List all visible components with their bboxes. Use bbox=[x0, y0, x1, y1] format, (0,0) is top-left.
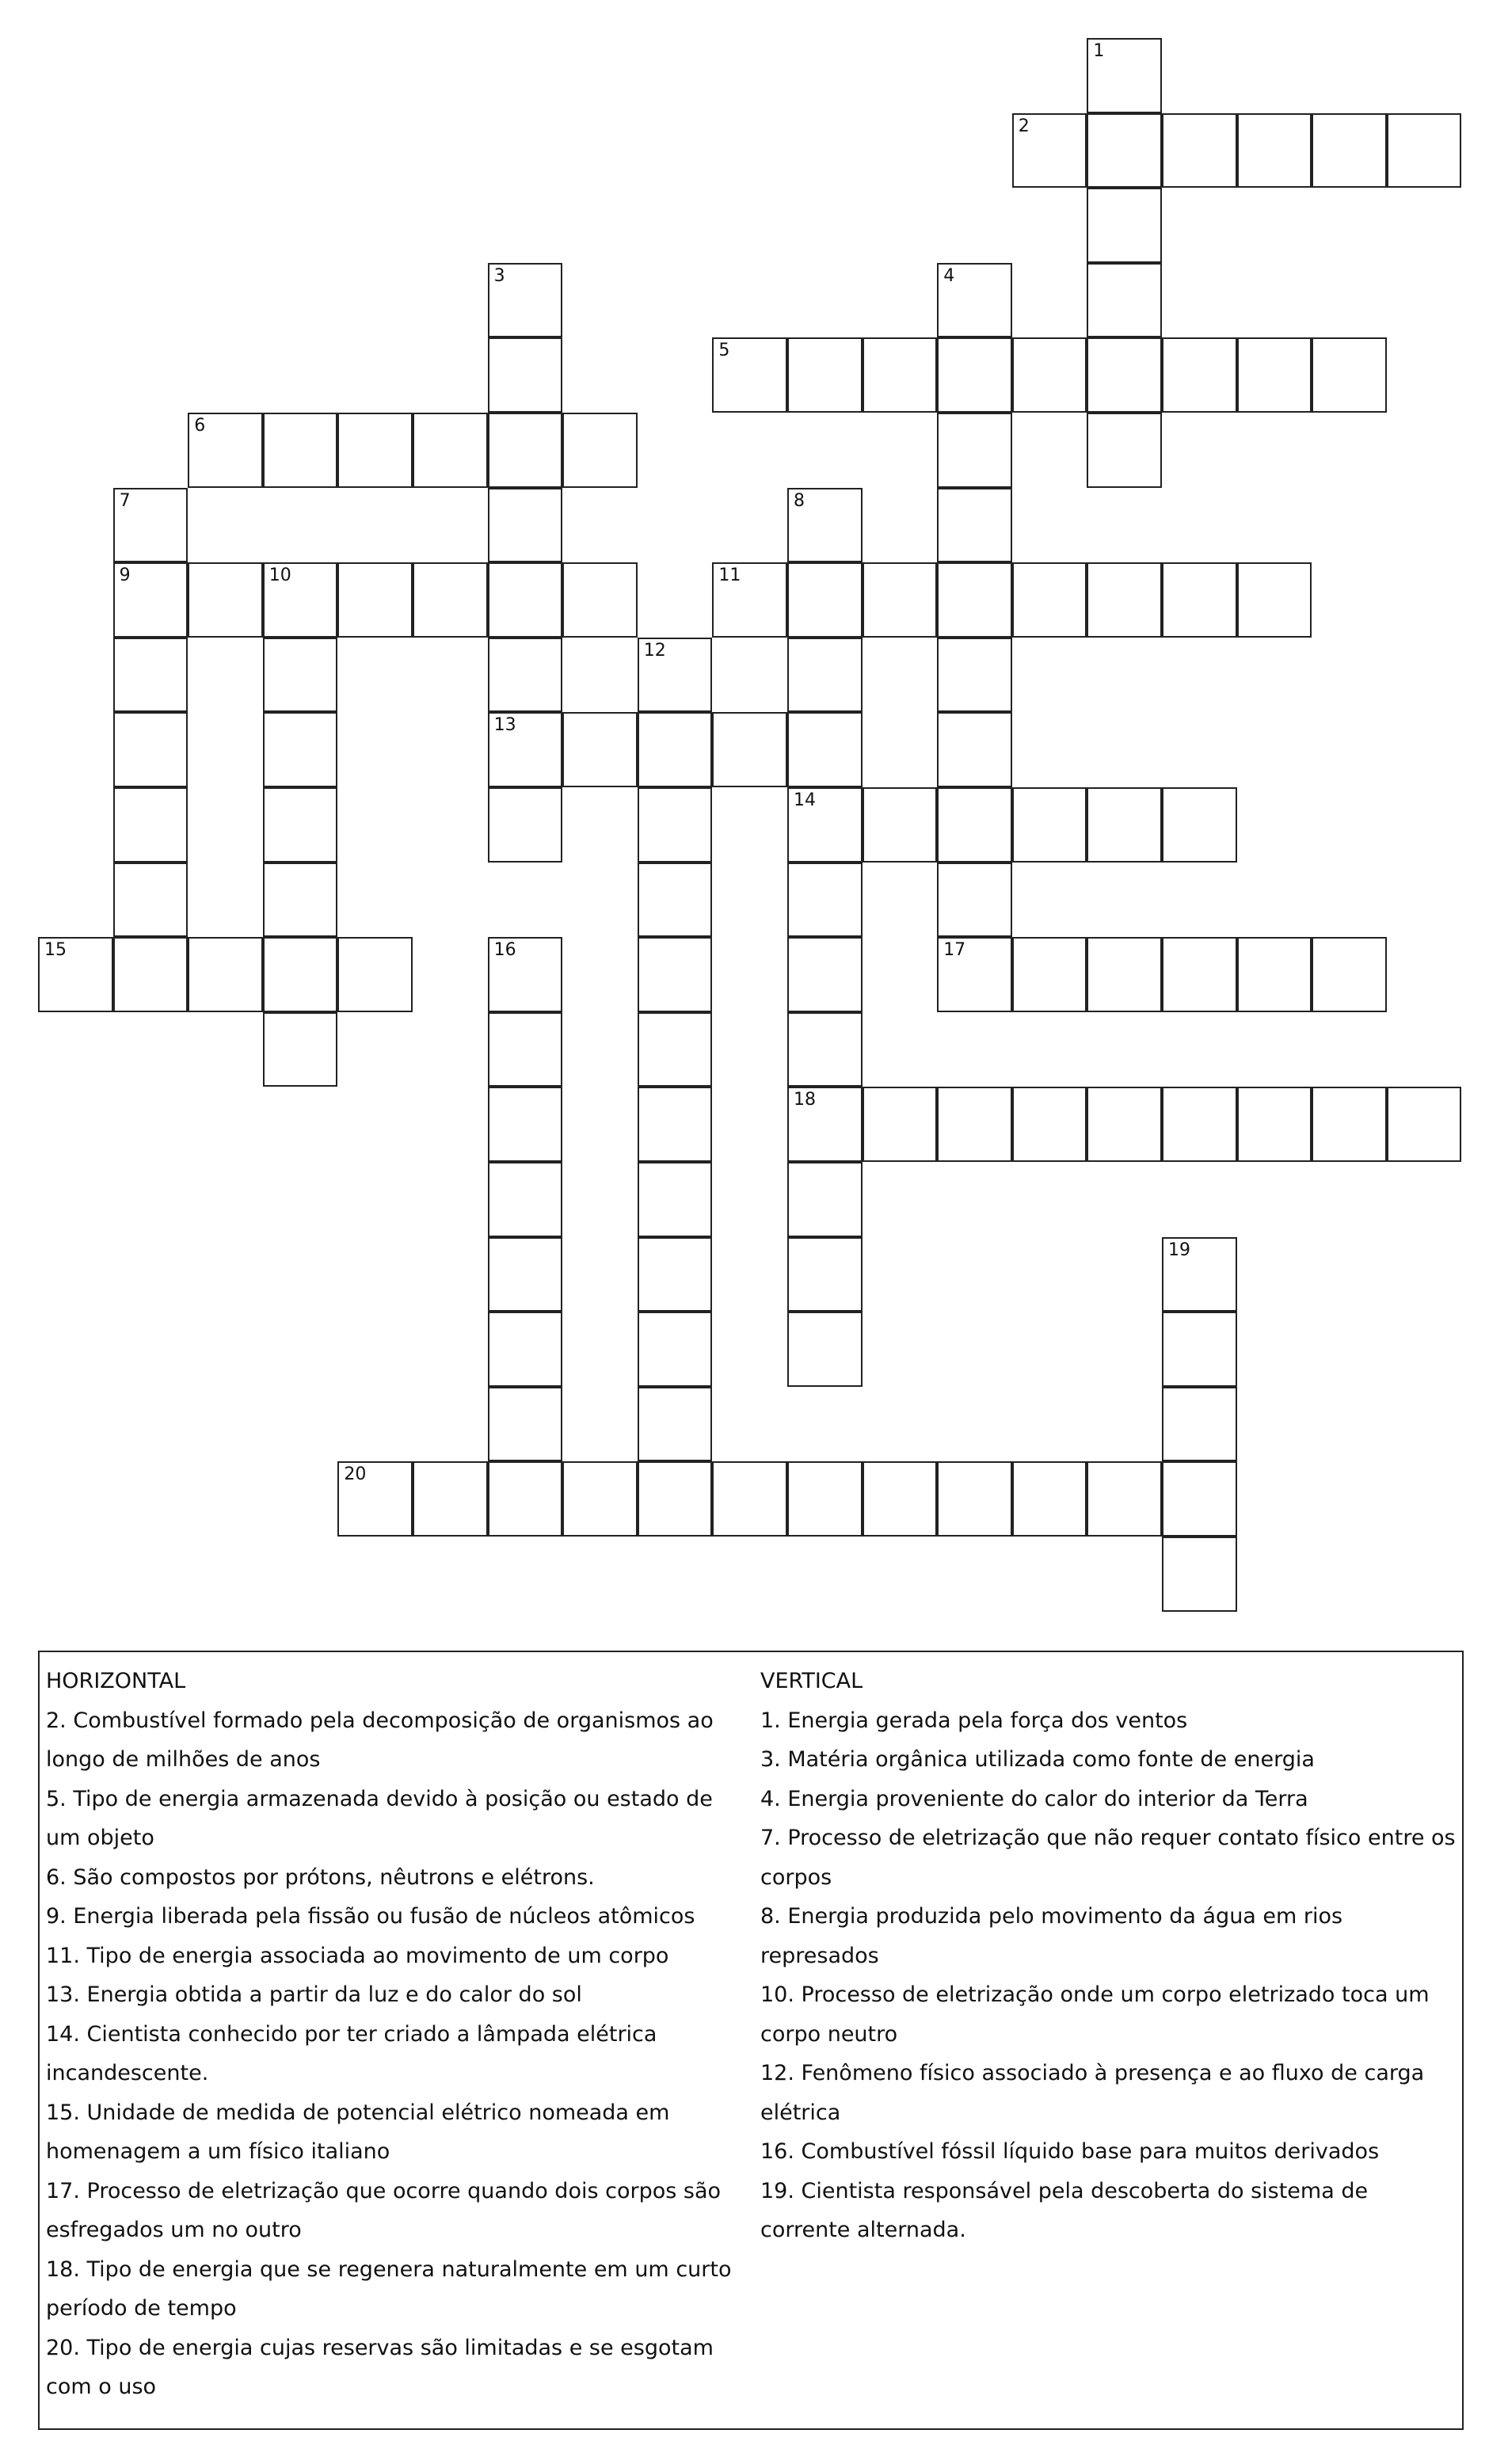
clue-number: 12 bbox=[643, 640, 666, 661]
grid-cell[interactable] bbox=[188, 937, 263, 1012]
grid-cell[interactable] bbox=[562, 413, 638, 488]
down-clue: 3. Matéria orgânica utilizada como fonte de energia bbox=[760, 1747, 1315, 1772]
across-clue: 14. Cientista conhecido por ter criado a lâmpada elétrica incandescente. bbox=[46, 2021, 657, 2085]
clue-number: 18 bbox=[794, 1090, 816, 1110]
grid-cell[interactable] bbox=[488, 1387, 563, 1462]
grid-cell[interactable] bbox=[1312, 937, 1387, 1012]
clue-number: 7 bbox=[119, 490, 131, 511]
grid-cell[interactable] bbox=[488, 488, 563, 563]
grid-cell[interactable] bbox=[1312, 113, 1387, 189]
grid-cell[interactable] bbox=[1237, 1087, 1312, 1162]
across-clues bbox=[46, 1662, 743, 2407]
clue-number: 13 bbox=[493, 715, 516, 736]
grid-cell[interactable] bbox=[562, 1461, 638, 1537]
grid-cell[interactable] bbox=[1012, 937, 1087, 1012]
down-clue: 19. Cientista responsável pela descoberta do sistema de corrente alternada. bbox=[760, 2178, 1369, 2242]
grid-cell[interactable] bbox=[1087, 937, 1162, 1012]
grid-cell[interactable] bbox=[1087, 38, 1162, 113]
grid-cell[interactable] bbox=[712, 1461, 787, 1537]
grid-cell[interactable] bbox=[937, 937, 1012, 1012]
grid-cell[interactable] bbox=[1312, 337, 1387, 413]
grid-cell[interactable] bbox=[113, 863, 189, 938]
down-clue: 4. Energia proveniente do calor do interior da Terra bbox=[760, 1786, 1308, 1811]
grid-cell[interactable] bbox=[1087, 1461, 1162, 1537]
grid-cell[interactable] bbox=[1087, 562, 1162, 638]
clues-box bbox=[38, 1651, 1464, 2430]
down-clue: 1. Energia gerada pela força dos ventos bbox=[760, 1708, 1188, 1733]
grid-cell[interactable] bbox=[488, 1087, 563, 1162]
grid-cell[interactable] bbox=[1162, 1537, 1237, 1612]
grid-cell[interactable] bbox=[787, 638, 863, 713]
grid-cell[interactable] bbox=[1312, 1087, 1387, 1162]
grid-cell[interactable] bbox=[488, 1312, 563, 1387]
clue-number: 15 bbox=[44, 940, 67, 961]
grid-cell[interactable] bbox=[1162, 1087, 1237, 1162]
grid-cell[interactable] bbox=[787, 1087, 863, 1162]
clue-number: 17 bbox=[943, 940, 966, 961]
grid-cell[interactable] bbox=[863, 337, 938, 413]
grid-cell[interactable] bbox=[638, 638, 713, 713]
grid-cell[interactable] bbox=[787, 1012, 863, 1087]
down-clue: 8. Energia produzida pelo movimento da água em rios represados bbox=[760, 1904, 1343, 1968]
grid-cell[interactable] bbox=[787, 787, 863, 863]
grid-cell[interactable] bbox=[1162, 113, 1237, 189]
grid-cell[interactable] bbox=[113, 562, 189, 638]
grid-cell[interactable] bbox=[488, 337, 563, 413]
clue-number: 14 bbox=[794, 790, 816, 810]
grid-cell[interactable] bbox=[1012, 113, 1087, 189]
grid-cell[interactable] bbox=[1387, 1087, 1462, 1162]
grid-cell[interactable] bbox=[937, 1461, 1012, 1537]
grid-cell[interactable] bbox=[188, 562, 263, 638]
grid-cell[interactable] bbox=[937, 263, 1012, 338]
grid-cell[interactable] bbox=[1162, 1237, 1237, 1312]
grid-cell[interactable] bbox=[1012, 562, 1087, 638]
clue-number: 5 bbox=[718, 341, 730, 361]
grid-cell[interactable] bbox=[638, 1162, 713, 1237]
grid-cell[interactable] bbox=[1012, 787, 1087, 863]
grid-cell[interactable] bbox=[1162, 562, 1237, 638]
grid-cell[interactable] bbox=[863, 1461, 938, 1537]
grid-cell[interactable] bbox=[113, 787, 189, 863]
grid-cell[interactable] bbox=[488, 787, 563, 863]
down-clue: 7. Processo de eletrização que não requer contato físico entre os corpos bbox=[760, 1826, 1456, 1890]
across-clue: 9. Energia liberada pela fissão ou fusão de núcleos atômicos bbox=[46, 1904, 695, 1929]
grid-cell[interactable] bbox=[263, 638, 338, 713]
grid-cell[interactable] bbox=[113, 937, 189, 1012]
grid-cell[interactable] bbox=[337, 562, 413, 638]
across-clue: 13. Energia obtida a partir da luz e do calor do sol bbox=[46, 1982, 582, 2007]
grid-cell[interactable] bbox=[1012, 1461, 1087, 1537]
grid-cell[interactable] bbox=[1087, 337, 1162, 413]
clue-number: 4 bbox=[943, 265, 955, 286]
grid-cell[interactable] bbox=[1237, 113, 1312, 189]
grid-cell[interactable] bbox=[562, 712, 638, 787]
grid-cell[interactable] bbox=[1087, 188, 1162, 263]
grid-cell[interactable] bbox=[263, 863, 338, 938]
grid-cell[interactable] bbox=[638, 1012, 713, 1087]
grid-cell[interactable] bbox=[787, 1162, 863, 1237]
grid-cell[interactable] bbox=[638, 1237, 713, 1312]
clue-number: 19 bbox=[1168, 1240, 1190, 1260]
grid-cell[interactable] bbox=[638, 787, 713, 863]
grid-cell[interactable] bbox=[488, 638, 563, 713]
grid-cell[interactable] bbox=[638, 863, 713, 938]
grid-cell[interactable] bbox=[863, 787, 938, 863]
grid-cell[interactable] bbox=[488, 1237, 563, 1312]
clue-number: 6 bbox=[194, 416, 206, 436]
clue-number: 20 bbox=[344, 1464, 367, 1485]
grid-cell[interactable] bbox=[1162, 337, 1237, 413]
grid-cell[interactable] bbox=[1087, 263, 1162, 338]
grid-cell[interactable] bbox=[113, 638, 189, 713]
grid-cell[interactable] bbox=[263, 937, 338, 1012]
clue-number: 2 bbox=[1018, 116, 1030, 136]
grid-cell[interactable] bbox=[1087, 787, 1162, 863]
grid-cell[interactable] bbox=[263, 413, 338, 488]
grid-cell[interactable] bbox=[1087, 1087, 1162, 1162]
grid-cell[interactable] bbox=[638, 1387, 713, 1462]
clue-number: 9 bbox=[119, 566, 131, 586]
grid-cell[interactable] bbox=[638, 712, 713, 787]
grid-cell[interactable] bbox=[937, 712, 1012, 787]
grid-cell[interactable] bbox=[1387, 113, 1462, 189]
grid-cell[interactable] bbox=[337, 413, 413, 488]
grid-cell[interactable] bbox=[863, 562, 938, 638]
grid-cell[interactable] bbox=[488, 712, 563, 787]
clue-number: 10 bbox=[268, 566, 291, 586]
grid-cell[interactable] bbox=[263, 562, 338, 638]
across-clue: 17. Processo de eletrização que ocorre quando dois corpos são esfregados um no outro bbox=[46, 2178, 722, 2242]
grid-cell[interactable] bbox=[787, 562, 863, 638]
grid-cell[interactable] bbox=[1087, 413, 1162, 488]
down-clue: 10. Processo de eletrização onde um corpo eletrizado toca um corpo neutro bbox=[760, 1982, 1430, 2047]
grid-cell[interactable] bbox=[937, 863, 1012, 938]
grid-cell[interactable] bbox=[1237, 337, 1312, 413]
grid-cell[interactable] bbox=[1162, 1312, 1237, 1387]
grid-cell[interactable] bbox=[413, 413, 488, 488]
grid-cell[interactable] bbox=[1087, 113, 1162, 189]
grid-cell[interactable] bbox=[937, 787, 1012, 863]
grid-cell[interactable] bbox=[937, 413, 1012, 488]
grid-cell[interactable] bbox=[937, 1087, 1012, 1162]
grid-cell[interactable] bbox=[1162, 1387, 1237, 1462]
across-clue: 11. Tipo de energia associada ao movimento de um corpo bbox=[46, 1943, 669, 1968]
grid-cell[interactable] bbox=[787, 1312, 863, 1387]
clue-number: 11 bbox=[718, 566, 741, 586]
grid-cell[interactable] bbox=[787, 937, 863, 1012]
across-clue: 2. Combustível formado pela decomposição de organismos ao longo de milhões de anos bbox=[46, 1708, 714, 1772]
across-title: HORIZONTAL bbox=[46, 1669, 186, 1693]
grid-cell[interactable] bbox=[488, 1012, 563, 1087]
grid-cell[interactable] bbox=[113, 712, 189, 787]
grid-cell[interactable] bbox=[488, 1461, 563, 1537]
grid-cell[interactable] bbox=[787, 1461, 863, 1537]
grid-cell[interactable] bbox=[1237, 562, 1312, 638]
grid-cell[interactable] bbox=[937, 337, 1012, 413]
grid-cell[interactable] bbox=[937, 562, 1012, 638]
grid-cell[interactable] bbox=[787, 863, 863, 938]
grid-cell[interactable] bbox=[113, 488, 189, 563]
grid-cell[interactable] bbox=[488, 263, 563, 338]
grid-cell[interactable] bbox=[562, 562, 638, 638]
clue-number: 1 bbox=[1093, 41, 1105, 61]
grid-cell[interactable] bbox=[188, 413, 263, 488]
grid-cell[interactable] bbox=[488, 937, 563, 1012]
clue-number: 16 bbox=[493, 940, 516, 961]
grid-cell[interactable] bbox=[638, 937, 713, 1012]
down-clue: 12. Fenômeno físico associado à presença e ao fluxo de carga elétrica bbox=[760, 2061, 1425, 2125]
across-clue: 6. São compostos por prótons, nêutrons e elétrons. bbox=[46, 1864, 595, 1890]
grid-cell[interactable] bbox=[1162, 937, 1237, 1012]
down-title: VERTICAL bbox=[760, 1669, 863, 1693]
grid-cell[interactable] bbox=[488, 413, 563, 488]
grid-cell[interactable] bbox=[638, 1312, 713, 1387]
grid-cell[interactable] bbox=[787, 488, 863, 563]
grid-cell[interactable] bbox=[787, 1237, 863, 1312]
grid-cell[interactable] bbox=[488, 562, 563, 638]
grid-cell[interactable] bbox=[712, 562, 787, 638]
grid-cell[interactable] bbox=[38, 937, 113, 1012]
grid-cell[interactable] bbox=[638, 1461, 713, 1537]
grid-cell[interactable] bbox=[263, 712, 338, 787]
across-clue: 20. Tipo de energia cujas reservas são limitadas e se esgotam com o uso bbox=[46, 2335, 714, 2399]
grid-cell[interactable] bbox=[937, 638, 1012, 713]
grid-cell[interactable] bbox=[413, 1461, 488, 1537]
grid-cell[interactable] bbox=[863, 1087, 938, 1162]
grid-cell[interactable] bbox=[937, 488, 1012, 563]
clue-number: 8 bbox=[794, 490, 805, 511]
grid-cell[interactable] bbox=[337, 937, 413, 1012]
grid-cell[interactable] bbox=[263, 1012, 338, 1087]
across-clue: 15. Unidade de medida de potencial elétrico nomeada em homenagem a um físico italiano bbox=[46, 2100, 670, 2164]
grid-cell[interactable] bbox=[488, 1162, 563, 1237]
grid-cell[interactable] bbox=[787, 712, 863, 787]
grid-cell[interactable] bbox=[787, 337, 863, 413]
grid-cell[interactable] bbox=[263, 787, 338, 863]
across-clue: 5. Tipo de energia armazenada devido à posição ou estado de um objeto bbox=[46, 1786, 713, 1850]
grid-cell[interactable] bbox=[712, 712, 787, 787]
grid-cell[interactable] bbox=[413, 562, 488, 638]
grid-cell[interactable] bbox=[638, 1087, 713, 1162]
grid-cell[interactable] bbox=[337, 1461, 413, 1537]
grid-cell[interactable] bbox=[712, 337, 787, 413]
clue-number: 3 bbox=[493, 265, 505, 286]
down-clue: 16. Combustível fóssil líquido base para muitos derivados bbox=[760, 2139, 1380, 2164]
grid-cell[interactable] bbox=[1012, 337, 1087, 413]
grid-cell[interactable] bbox=[1162, 1461, 1237, 1537]
grid-cell[interactable] bbox=[1162, 787, 1237, 863]
grid-cell[interactable] bbox=[1237, 937, 1312, 1012]
across-clue: 18. Tipo de energia que se regenera naturalmente em um curto período de tempo bbox=[46, 2256, 732, 2321]
grid-cell[interactable] bbox=[1012, 1087, 1087, 1162]
down-clues bbox=[760, 1662, 1457, 2250]
